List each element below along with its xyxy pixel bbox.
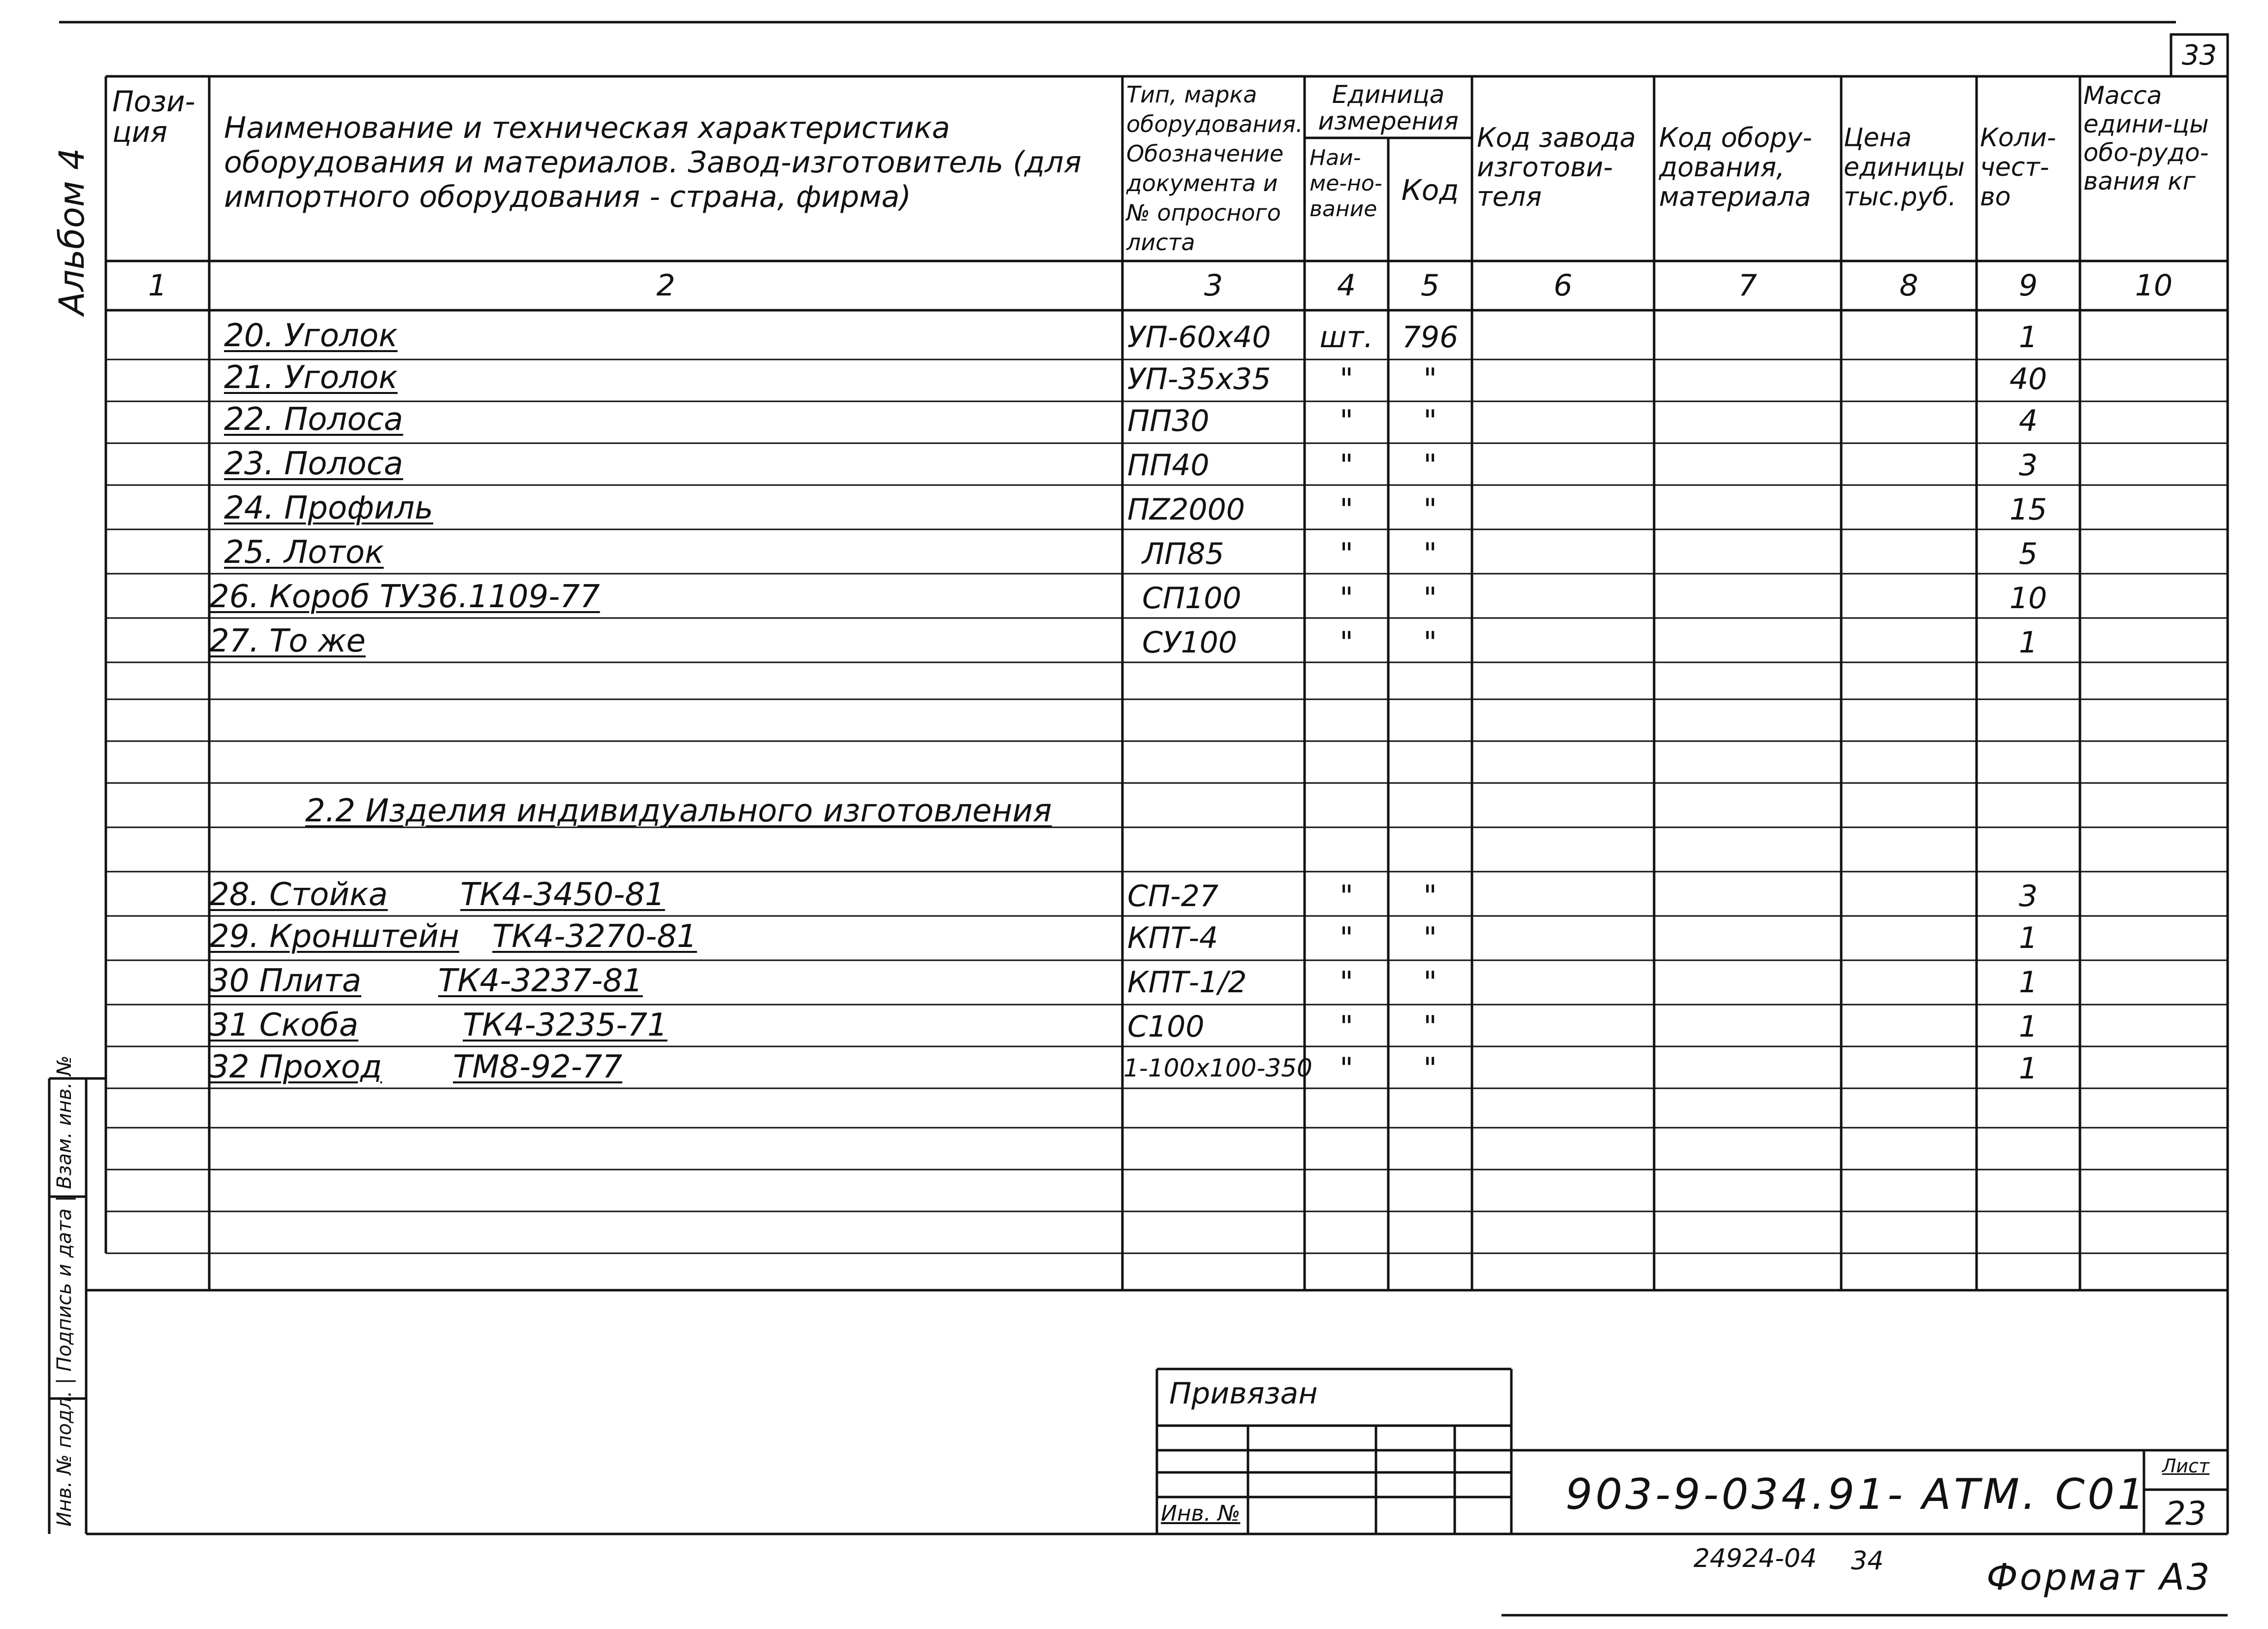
item-unit: " — [1340, 965, 1353, 1000]
header-unit-name: Наи-ме-но-вание — [1310, 145, 1382, 222]
item-type: СП100 — [1142, 581, 1242, 616]
col-number: 10 — [2135, 268, 2173, 303]
item-qty: 1 — [2018, 965, 2038, 1000]
item-qty: 4 — [2018, 404, 2038, 438]
item-type: ЛП85 — [1142, 537, 1224, 571]
header-plant-code: Код завода изготови-теля — [1477, 122, 1636, 212]
col-number: 4 — [1337, 268, 1356, 303]
item-name: 22. Полоса — [224, 401, 403, 438]
item-doc: ТК4-3235-71 — [463, 1007, 668, 1043]
col-number: 2 — [656, 268, 675, 303]
item-unit-code: " — [1423, 448, 1437, 483]
item-unit: шт. — [1319, 320, 1374, 355]
sheet-number: 23 — [2165, 1495, 2206, 1532]
order-number: 24924-04 — [1693, 1544, 1817, 1573]
header-equipment-code: Код обору-дования, материала — [1659, 122, 1812, 212]
album-label: Альбом 4 — [52, 148, 92, 315]
section-title: 2.2 Изделия индивидуального изготовления — [305, 793, 1052, 829]
col-number: 5 — [1420, 268, 1440, 303]
header-unit-code: Код — [1401, 173, 1459, 207]
item-name: 27. То же — [209, 623, 366, 659]
item-unit: " — [1340, 879, 1353, 913]
item-type: 1-100х100-350 — [1123, 1054, 1312, 1082]
header-unit: Единица измерения — [1318, 80, 1459, 135]
item-unit-code: " — [1423, 965, 1437, 1000]
item-doc: ТК4-3270-81 — [492, 918, 697, 955]
item-type: УП-35х35 — [1127, 362, 1271, 396]
item-unit-code: " — [1423, 537, 1437, 571]
item-unit: " — [1340, 404, 1353, 438]
format-label: Формат А3 — [1986, 1556, 2212, 1598]
order-suffix: 34 — [1851, 1546, 1884, 1576]
item-name: 29. Кронштейн — [209, 918, 459, 955]
item-unit-code: " — [1423, 921, 1437, 955]
inv-label: Инв. № — [1161, 1501, 1241, 1526]
item-unit-code: " — [1423, 625, 1437, 660]
header-quantity: Коли-чест-во — [1980, 123, 2056, 212]
item-unit-code: " — [1423, 879, 1437, 913]
item-qty: 10 — [2009, 581, 2047, 616]
item-qty: 3 — [2018, 879, 2038, 913]
col-number: 6 — [1553, 268, 1573, 303]
item-name: 30 Плита — [209, 963, 361, 999]
item-unit-code: " — [1423, 492, 1437, 527]
item-name: 32 Проход — [209, 1049, 382, 1085]
item-qty: 3 — [2018, 448, 2038, 483]
item-name: 24. Профиль — [224, 490, 433, 526]
item-type: ПП40 — [1127, 448, 1210, 483]
item-name: 31 Скоба — [209, 1007, 358, 1043]
document-code: 903-9-034.91- АТМ. С01 — [1565, 1470, 2147, 1519]
item-qty: 15 — [2009, 492, 2047, 527]
left-stamp-text: Инв. № подл. | Подпись и дата | Взам. инв. № — [53, 1055, 76, 1527]
item-type: С100 — [1127, 1010, 1205, 1044]
item-qty: 1 — [2018, 625, 2038, 660]
item-unit: " — [1340, 362, 1353, 396]
item-unit: " — [1340, 921, 1353, 955]
item-type: КПТ-1/2 — [1127, 965, 1247, 1000]
item-unit-code: " — [1423, 1051, 1437, 1086]
item-qty: 40 — [2009, 362, 2047, 396]
col-number: 8 — [1899, 268, 1918, 303]
item-unit: " — [1340, 492, 1353, 527]
item-unit: " — [1340, 1010, 1353, 1044]
item-qty: 5 — [2018, 537, 2038, 571]
item-name: 21. Уголок — [224, 359, 398, 396]
item-qty: 1 — [2018, 1010, 2038, 1044]
item-unit: " — [1340, 625, 1353, 660]
item-doc: ТК4-3237-81 — [438, 963, 643, 999]
item-name: 20. Уголок — [224, 318, 398, 354]
item-qty: 1 — [2018, 320, 2038, 355]
item-qty: 1 — [2018, 921, 2038, 955]
item-unit: " — [1340, 448, 1353, 483]
item-unit: " — [1340, 581, 1353, 616]
item-unit-code: " — [1423, 1010, 1437, 1044]
item-name: 26. Короб ТУ36.1109-77 — [209, 579, 600, 615]
item-unit: " — [1340, 537, 1353, 571]
col-number: 9 — [2018, 268, 2038, 303]
item-unit: " — [1340, 1051, 1353, 1086]
item-name: 23. Полоса — [224, 446, 403, 482]
header-mass: Масса едини-цы обо-рудо-вания кг — [2083, 81, 2209, 195]
header-price: Цена единицы тыс.руб. — [1844, 123, 1965, 212]
page-number: 33 — [2181, 39, 2217, 71]
header-name: Наименование и техническая характеристика оборудования и материалов. Завод-изготовитель (для импортного оборудования - страна, фирма) — [224, 111, 1082, 214]
bind-label: Привязан — [1169, 1376, 1318, 1411]
item-type: ПZ2000 — [1127, 492, 1245, 527]
item-name: 28. Стойка — [209, 877, 388, 913]
col-number: 7 — [1738, 268, 1757, 303]
item-qty: 1 — [2018, 1051, 2038, 1086]
col-number: 3 — [1204, 268, 1223, 303]
item-doc: ТМ8-92-77 — [453, 1049, 623, 1085]
item-name: 25. Лоток — [224, 534, 384, 571]
item-type: СП-27 — [1127, 879, 1219, 913]
item-type: ПП30 — [1127, 404, 1210, 438]
header-position: Пози-ция — [112, 85, 195, 149]
item-unit-code: " — [1423, 404, 1437, 438]
item-unit-code: 796 — [1402, 320, 1459, 355]
item-unit-code: " — [1423, 581, 1437, 616]
header-type: Тип, марка оборудования. Обозначение документа и № опросного листа — [1126, 81, 1303, 256]
item-unit-code: " — [1423, 362, 1437, 396]
sheet-label: Лист — [2162, 1455, 2210, 1477]
item-type: УП-60х40 — [1127, 320, 1271, 355]
item-type: СУ100 — [1142, 625, 1237, 660]
item-type: КПТ-4 — [1127, 921, 1218, 955]
item-doc: ТК4-3450-81 — [460, 877, 665, 913]
col-number: 1 — [148, 268, 167, 303]
